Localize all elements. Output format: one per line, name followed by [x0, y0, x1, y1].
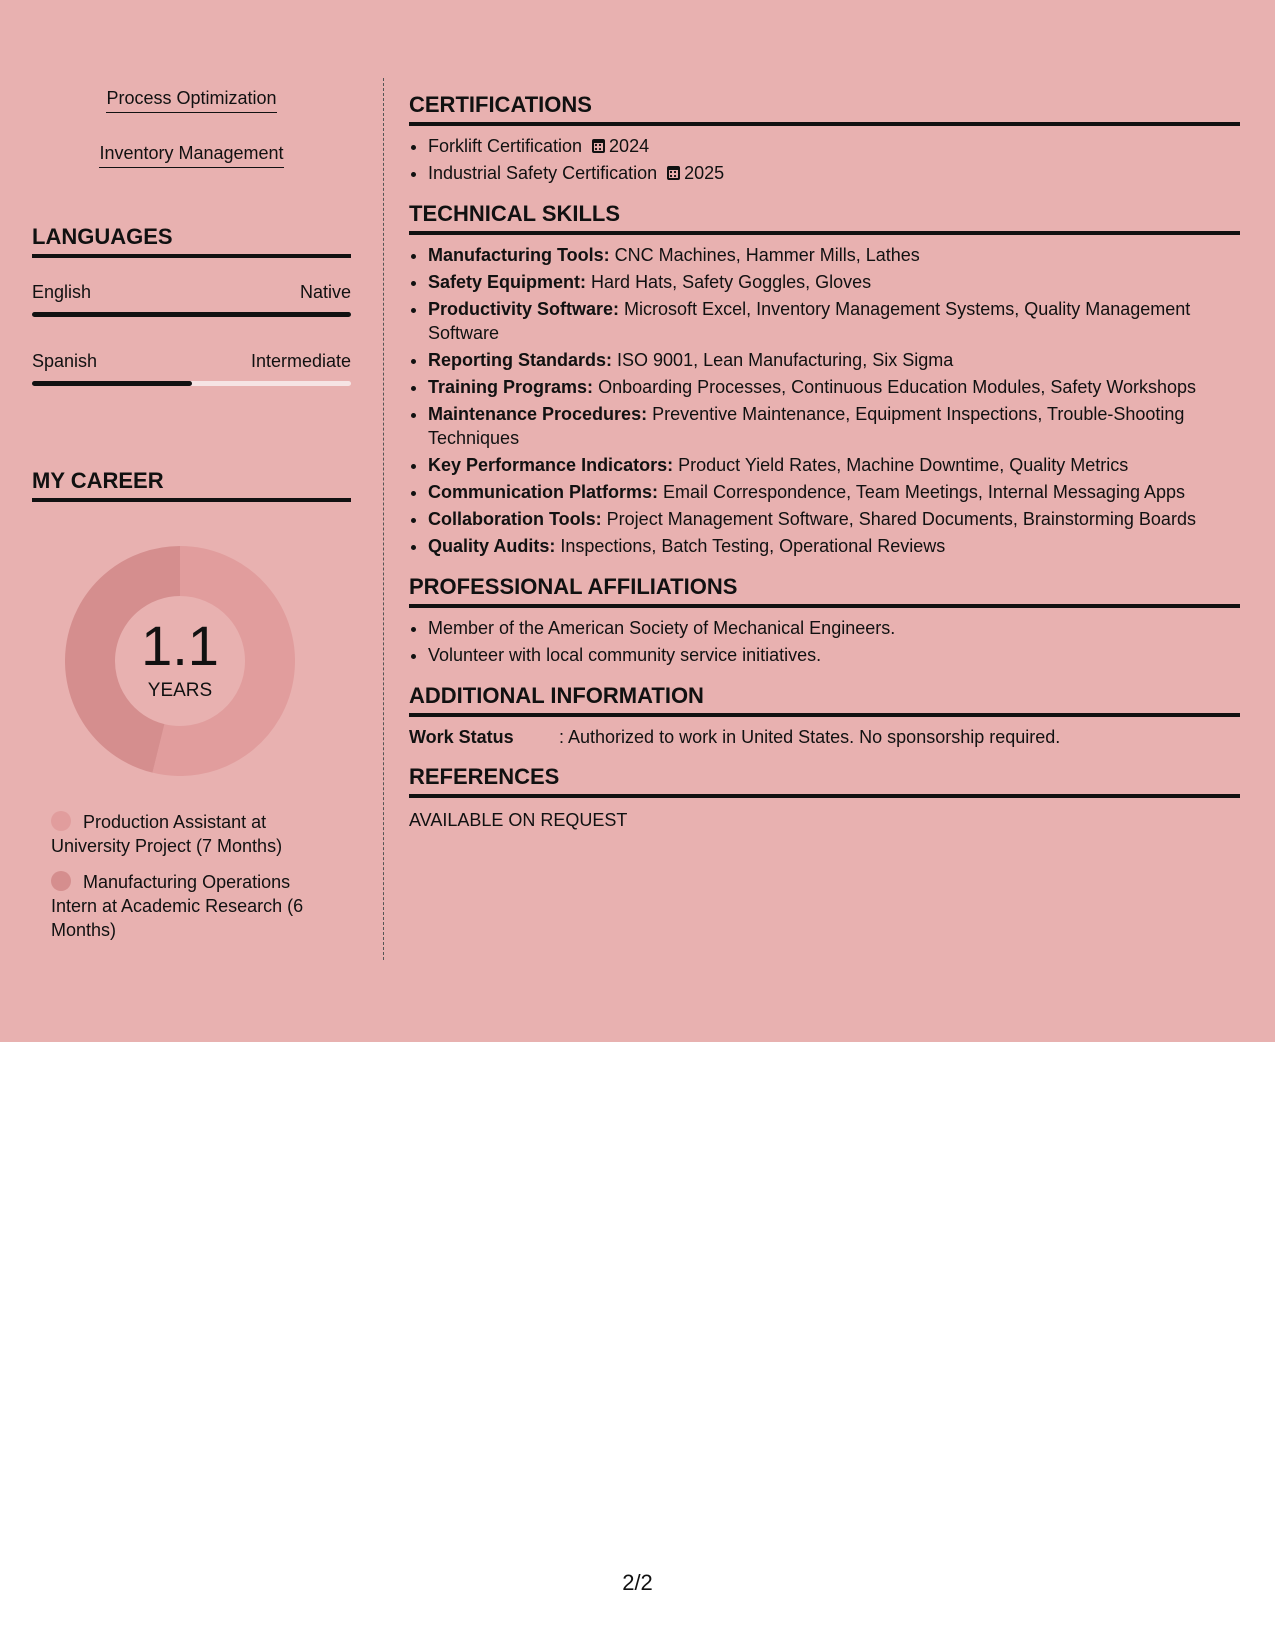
certification-name: Forklift Certification — [428, 136, 583, 156]
language-bar-fill — [32, 381, 192, 386]
skill-values: Project Management Software, Shared Documents, Brainstorming Boards — [606, 509, 1196, 529]
certification-item — [428, 161, 1240, 185]
language-level: Native — [299, 282, 351, 302]
affiliation-item: • Volunteer with local community service initiatives. — [428, 643, 1240, 667]
technical-skills-section — [409, 201, 1240, 558]
languages-section — [32, 224, 351, 386]
skill-values: Preventive Maintenance, Equipment Inspections, Trouble-Shooting Techniques — [428, 404, 1185, 448]
certification-name: Industrial Safety Certification — [428, 163, 658, 183]
certification-year: 2024 — [609, 136, 650, 156]
technical-skill-item — [428, 402, 1240, 450]
skill-category: Manufacturing Tools: — [428, 245, 610, 265]
career-heading: MY CAREER — [32, 468, 351, 502]
affiliations-heading: PROFESSIONAL AFFILIATIONS — [409, 574, 1240, 608]
skill-values: CNC Machines, Hammer Mills, Lathes — [614, 245, 920, 265]
career-legend-label: Manufacturing Operations Intern at Academic Research (6 Months) — [51, 872, 304, 940]
legend-dot-icon — [51, 811, 71, 831]
technical-skill-item — [428, 480, 1240, 504]
certification-year: 2025 — [684, 163, 725, 183]
technical-skill-item — [428, 297, 1240, 345]
skill-category: Maintenance Procedures: — [428, 404, 648, 424]
left-column — [32, 78, 351, 954]
career-section — [32, 468, 351, 942]
affiliations-section — [409, 574, 1240, 667]
certifications-section — [409, 92, 1240, 185]
work-status-value: : Authorized to work in United States. No sponsorship required. — [559, 727, 1061, 747]
career-legend-item — [51, 810, 341, 858]
certifications-heading: CERTIFICATIONS — [409, 92, 1240, 126]
skill-values: Email Correspondence, Team Meetings, Internal Messaging Apps — [663, 482, 1185, 502]
work-status-label: Work Status — [409, 727, 514, 747]
language-level: Intermediate — [250, 351, 351, 371]
technical-skill-item — [428, 507, 1240, 531]
skill-category: Training Programs: — [428, 377, 594, 397]
technical-skill-item — [428, 348, 1240, 372]
language-row — [32, 351, 351, 386]
language-row — [32, 282, 351, 317]
additional-info-section — [409, 683, 1240, 748]
references-text: AVAILABLE ON REQUEST — [409, 810, 628, 830]
language-name: English — [32, 282, 92, 302]
skill-category: Communication Platforms: — [428, 482, 659, 502]
skill-category: Key Performance Indicators: — [428, 455, 674, 475]
additional-info-heading: ADDITIONAL INFORMATION — [409, 683, 1240, 717]
affiliation-item: • Member of the American Society of Mechanical Engineers. — [428, 616, 1240, 640]
career-legend-item — [51, 870, 341, 942]
technical-skills-heading: TECHNICAL SKILLS — [409, 201, 1240, 235]
skill-category: Collaboration Tools: — [428, 509, 602, 529]
languages-heading: LANGUAGES — [32, 224, 351, 258]
calendar-icon — [592, 139, 605, 153]
technical-skill-item — [428, 270, 1240, 294]
column-divider — [383, 78, 384, 960]
career-legend — [51, 810, 341, 942]
skill-category: Reporting Standards: — [428, 350, 613, 370]
calendar-icon — [667, 166, 680, 180]
language-bar — [32, 381, 351, 386]
technical-skill-item — [428, 453, 1240, 477]
skill-values: ISO 9001, Lean Manufacturing, Six Sigma — [617, 350, 954, 370]
references-section — [409, 764, 1240, 831]
skill-values: Hard Hats, Safety Goggles, Gloves — [591, 272, 872, 292]
technical-skill-item — [428, 375, 1240, 399]
skill-tag: Inventory Management — [99, 143, 283, 168]
legend-dot-icon — [51, 871, 71, 891]
skill-category: Productivity Software: — [428, 299, 620, 319]
skill-values: Inspections, Batch Testing, Operational Reviews — [560, 536, 946, 556]
career-donut — [65, 546, 295, 776]
skill-values: Product Yield Rates, Machine Downtime, Quality Metrics — [678, 455, 1129, 475]
skill-category: Safety Equipment: — [428, 272, 587, 292]
skill-values: Microsoft Excel, Inventory Management Systems, Quality Management Software — [428, 299, 1191, 343]
references-heading: REFERENCES — [409, 764, 1240, 798]
skill-tag: Process Optimization — [106, 88, 276, 113]
skill-tags — [32, 78, 351, 168]
technical-skill-item — [428, 243, 1240, 267]
language-bar-fill — [32, 312, 351, 317]
skill-values: Onboarding Processes, Continuous Education Modules, Safety Workshops — [598, 377, 1197, 397]
technical-skill-item — [428, 534, 1240, 558]
page-number: 2/2 — [622, 1570, 653, 1595]
work-status-row — [409, 727, 1240, 748]
right-column — [409, 92, 1240, 847]
language-bar — [32, 312, 351, 317]
language-name: Spanish — [32, 351, 98, 371]
skill-category: Quality Audits: — [428, 536, 556, 556]
career-legend-label: Production Assistant at University Project (7 Months) — [51, 812, 283, 856]
career-total-number: 1.1 — [141, 614, 219, 677]
career-total-unit: YEARS — [147, 680, 213, 701]
certification-item — [428, 134, 1240, 158]
